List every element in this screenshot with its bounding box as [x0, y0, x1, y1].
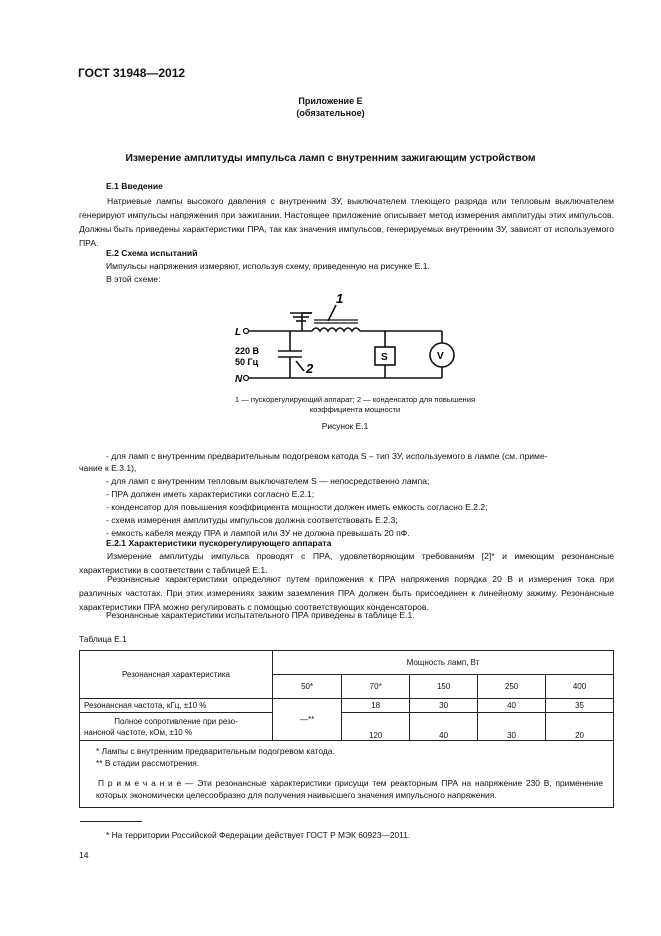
table-merged-cell: —** [273, 699, 342, 741]
circuit-diagram [230, 285, 470, 390]
figure-caption: Рисунок Е.1 [321, 421, 369, 431]
bullet-line: - для ламп с внутренним тепловым выключателем S — непосредственно лампа; [106, 476, 430, 486]
section-e21-heading: Е.2.1 Характеристики пускорегулирующего аппарата [106, 538, 332, 548]
table-group-header: Мощность ламп, Вт [273, 651, 614, 675]
section-e21-text3: Резонансные характеристики испытательного ПРА приведены в таблице Е.1. [106, 610, 415, 620]
page-number: 14 [79, 850, 89, 860]
label-frequency: 50 Гц [235, 357, 259, 367]
table-col-header: Резонансная характеристика [80, 651, 273, 699]
figure-legend-1: 1 — пускорегулирующий аппарат; 2 — конденсатор для повышения [234, 395, 476, 404]
bullet-line: - ПРА должен иметь характеристики согласно Е.2.1; [106, 489, 315, 499]
resonance-table [79, 650, 614, 808]
section-e1-heading: Е.1 Введение [106, 181, 163, 191]
table-row2-label-line2: нансной частоте, кОм, ±10 % [84, 727, 193, 737]
bullet-line: - схема измерения амплитуды импульсов должна соответствовать Е.2.3; [106, 515, 398, 525]
table-power-cell: 150 [410, 675, 478, 699]
label-v-meter: V [437, 351, 444, 362]
table-cell: 30 [410, 699, 478, 713]
table-power-cell: 250 [478, 675, 546, 699]
annex-status: (обязательное) [296, 108, 365, 118]
label-L: L [235, 327, 242, 338]
table-cell: 40 [478, 699, 546, 713]
table-row2-label [80, 713, 273, 741]
footnote: * На территории Российской Федерации действует ГОСТ Р МЭК 60923—2011. [106, 830, 411, 840]
table-row1-label: Резонансная частота, кГц, ±10 % [80, 699, 273, 713]
table-power-cell: 70* [342, 675, 410, 699]
table-cell: 120 [342, 713, 410, 741]
table-caption: Таблица Е.1 [79, 634, 127, 644]
section-e1-text: Натриевые лампы высокого давления с внутренним ЗУ, выключателем тлеющего разряда или тепловым выключателем генерируют импульсы напряжения при зажигании. Настоящее приложение описывает метод измерения амплитуды этих импульсов. Должны быть приведены характеристики ПРА, так как значения импульсов, генерируемых внутренним ЗУ, зависят от используемого ПРА. [79, 196, 614, 248]
bullet-line: - конденсатор для повышения коэффициента мощности должен иметь емкость согласно Е.2.2; [106, 502, 488, 512]
label-voltage: 220 В [235, 346, 260, 356]
table-cell: 35 [546, 699, 614, 713]
table-note-1: * Лампы с внутренним предварительным подогревом катода. [96, 746, 335, 756]
bullet-line: - для ламп с внутренним предварительным подогревом катода S – тип ЗУ, используемого в лампе (см. приме- [106, 451, 548, 461]
table-notes [80, 741, 614, 808]
label-1: 1 [336, 291, 344, 306]
table-remark: П р и м е ч а н и е — Эти резонансные характеристики присущи тем реакторным ПРА на напряжение 230 В, применение которых экономически целесообразно для получения наивысшего значения импульсного напряжения. [96, 778, 603, 800]
table-power-cell: 50* [273, 675, 342, 699]
bullet-line: чание к Е.3.1), [79, 463, 137, 473]
table-cell: 40 [410, 713, 478, 741]
figure-legend-2: коэффициента мощности [309, 405, 401, 414]
section-e2-heading: Е.2 Схема испытаний [106, 248, 198, 258]
section-e21-text1: Измерение амплитуды импульса проводят с ПРА, удовлетворяющим требованиям [2]* и имеющим резонансные характеристики в соответствии с таблицей Е.1. [79, 551, 614, 575]
bullet-line: - емкость кабеля между ПРА и лампой или ЗУ не должна превышать 20 пФ. [106, 528, 410, 538]
table-cell: 20 [546, 713, 614, 741]
table-cell: 18 [342, 699, 410, 713]
label-N: N [235, 374, 243, 385]
annex-title: Приложение Е [298, 96, 363, 106]
table-power-cell: 400 [546, 675, 614, 699]
main-title: Измерение амплитуды импульса ламп с внутренним зажигающим устройством [125, 153, 536, 164]
label-s-box: S [381, 352, 388, 363]
document-id: ГОСТ 31948—2012 [78, 66, 186, 80]
table-row2-label-line1: Полное сопротивление при резо- [114, 716, 238, 726]
footnote-separator [80, 821, 142, 822]
table-note-2: ** В стадии рассмотрения. [96, 758, 200, 768]
table-cell: 30 [478, 713, 546, 741]
label-2: 2 [306, 361, 314, 376]
section-e2-text1: Импульсы напряжения измеряют, используя схему, приведенную на рисунке Е.1. [106, 261, 430, 271]
section-e21-text2: Резонансные характеристики определяют путем приложения к ПРА напряжения порядка 20 В и измерения тока при различных частотах. При этих измерениях зажим заземления ПРА должен быть присоединен к линейному зажиму. Резонансные характеристики ПРА можно регулировать с помощью соответствующих конденсаторов. [79, 574, 614, 612]
section-e2-text2: В этой схеме: [106, 274, 161, 284]
